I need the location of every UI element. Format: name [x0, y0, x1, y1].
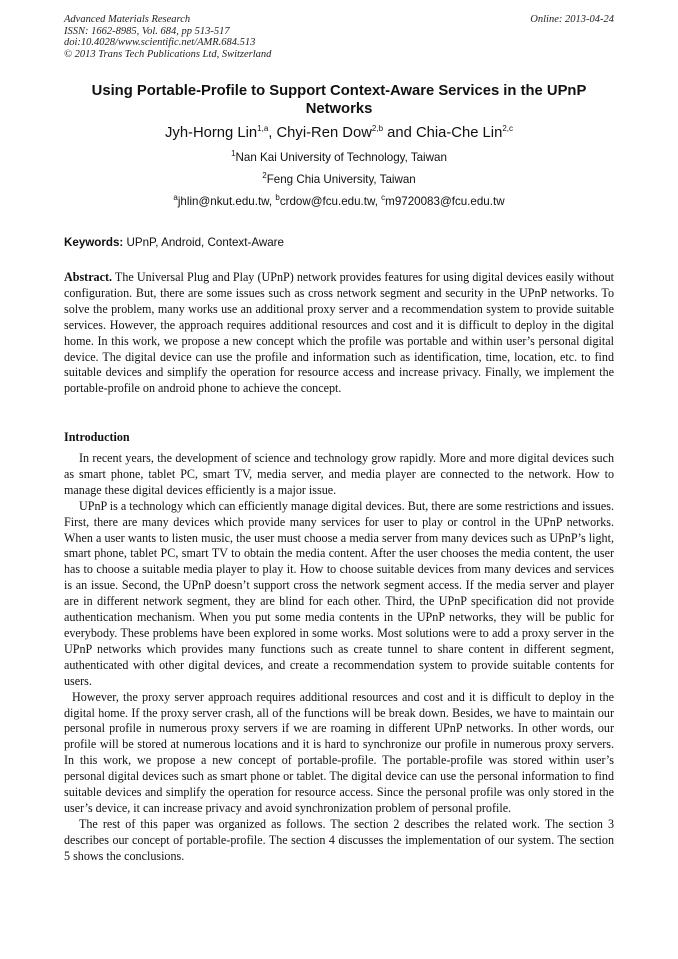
email-link[interactable]: m9720083@fcu.edu.tw — [385, 195, 505, 208]
doi-line: doi:10.4028/www.scientific.net/AMR.684.513 — [64, 37, 256, 49]
email-link[interactable]: crdow@fcu.edu.tw, — [279, 195, 382, 208]
keywords-text: UPnP, Android, Context-Aware — [123, 236, 284, 249]
abstract — [64, 270, 614, 397]
affiliation-text: Feng Chia University, Taiwan — [266, 173, 416, 186]
email-sup: a — [173, 193, 178, 203]
affiliation-text: Nan Kai University of Technology, Taiwan — [235, 151, 447, 164]
author-list — [64, 124, 614, 142]
affiliation-1 — [64, 151, 614, 165]
email-link[interactable]: jhlin@nkut.edu.tw, — [177, 195, 276, 208]
keywords — [64, 236, 284, 249]
abstract-label: Abstract. — [64, 270, 113, 284]
affiliation-sup: 1 — [231, 149, 236, 159]
author-name: Chia-Che Lin — [415, 125, 503, 141]
paragraph: The rest of this paper was organized as follows. The section 2 describes the related work. The section 3 describes our concept of portable-profile. The section 4 discusses the implementation of our system. The section 5 shows the conclusions. — [64, 816, 614, 863]
paragraph: In recent years, the development of science and technology grow rapidly. More and more digital devices such as smart phone, tablet PC, smart TV, media server, and media player are connected to the network. How to manage these digital devices efficiently is a major issue. — [64, 451, 614, 497]
introduction-body — [64, 451, 614, 865]
affiliation-sup: 2 — [262, 171, 267, 181]
email-sup: b — [275, 193, 280, 203]
issn-line: ISSN: 1662-8985, Vol. 684, pp 513-517 — [64, 25, 230, 37]
copyright-line: © 2013 Trans Tech Publications Ltd, Switzerland — [64, 48, 272, 60]
email-sup: c — [381, 193, 386, 203]
online-date: Online: 2013-04-24 — [530, 14, 614, 25]
author-separator: and — [383, 125, 416, 141]
author-separator: , — [268, 125, 277, 141]
abstract-text: The Universal Plug and Play (UPnP) network provides features for using digital devices easily without configuration. But, there are some issues such as cross network segment and security in the UPnP networks. To solve the problem, many works use an additional proxy server and a recommendation system to provide suitable services. However, the approach requires additional resources and cost and it is difficult to deploy in the digital home. In this work, we propose a new concept which the profile was portable and within user’s personal digital device. The digital device can use the profile and information such as identification, time, location, etc. to find suitable devices and simplify the operation for resource access and increase privacy. Finally, we implement the portable-profile on android phone to achieve the concept. — [64, 270, 614, 396]
author-sup: 2,c — [502, 124, 513, 134]
keywords-label: Keywords: — [64, 236, 124, 249]
section-heading-introduction: Introduction — [64, 430, 130, 444]
author-name: Chyi-Ren Dow — [276, 125, 372, 141]
paragraph: UPnP is a technology which can efficiently manage digital devices. But, there are some restrictions and issues. First, there are many devices which provide many services for user to play or control in the UPnP networks. When a user wants to listen music, the user must choose a media server from many devices such as UPnP’s light, smart phone, tablet PC, smart TV to obtain the media content. After the user chooses the media content, the user has to choose a suitable media player to play it. How to choose suitable devices from many devices and services is an issue. Second, the UPnP doesn’t support cross the network segment access. If the media server and player are in different network segment, they are blind for each other. Third, the UPnP specification did not provide authentication mechanism. When you put some media contents in the UPnP networks, they will be public for everybody. These problems have been explored in some works. Most solutions were to add a proxy server in the UPnP networks which provides many functions such as create tunnel to share content in different segment, authenticated with other digital devices, and create a recommendation system to provide suitable contents for users. — [64, 498, 615, 688]
author-sup: 1,a — [257, 124, 269, 134]
author-name: Jyh-Horng Lin — [165, 125, 258, 141]
paragraph: However, the proxy server approach requires additional resources and cost and it is difficult to deploy in the digital home. If the proxy server crash, all of the functions will be break down. Besides, we have to maintain our personal profile in numerous proxy servers if we are roaming in different UPnP networks. In other words, our profile will be stored at numerous locations and it is hard to synchronize our profile in numerous proxy servers. In this work, we propose a new concept of portable-profile. The portable-profile was stored within user’s personal digital devices such as smart phone or tablet. The digital device can use the personal information to find suitable devices and simplify the operation for resource access. Since the personal profile was only stored in the user’s device, it can increase privacy and avoid synchronization problem of personal profile. — [64, 689, 614, 815]
journal-name: Advanced Materials Research — [64, 14, 191, 25]
journal-meta — [64, 14, 271, 60]
paper-title: Using Portable-Profile to Support Context-Aware Services in the UPnP Networks — [91, 83, 587, 117]
author-sup: 2,b — [371, 124, 384, 134]
affiliation-2 — [64, 173, 614, 187]
email-line — [64, 195, 614, 209]
